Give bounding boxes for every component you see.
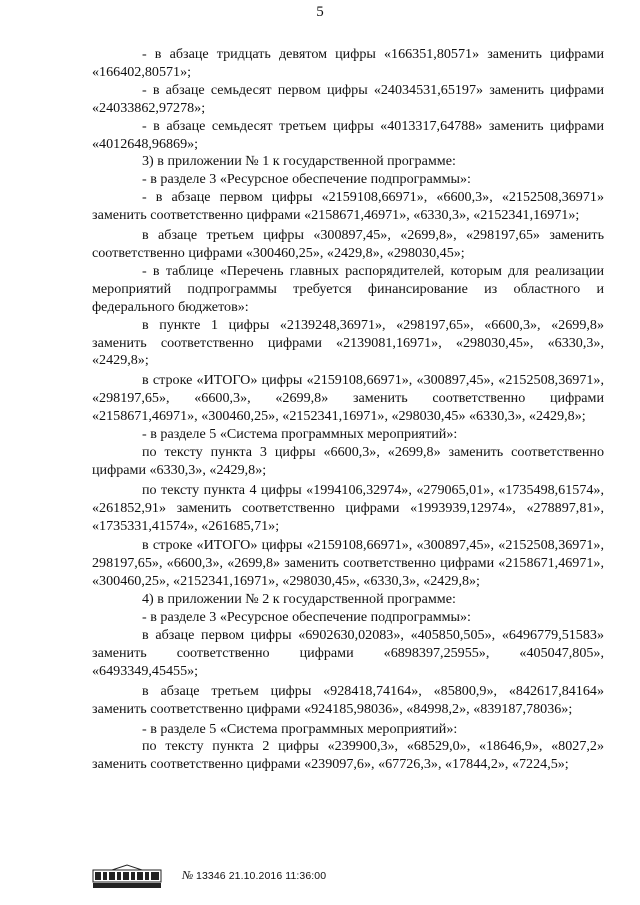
paragraph: - в таблице «Перечень главных распорядителей, которым для реализации мероприятий подпрограммы требуется финансирование из областного и федерального бюджетов»: <box>92 262 604 315</box>
registration-stamp: 13346 21.10.2016 11:36:00 <box>196 870 327 882</box>
paragraph: - в разделе 3 «Ресурсное обеспечение подпрограммы»: <box>142 609 471 626</box>
registration-number-sign: № <box>182 868 194 882</box>
paragraph: 4) в приложении № 2 к государственной программе: <box>142 591 456 608</box>
paragraph: - в абзаце семьдесят третьем цифры «4013317,64788» заменить цифрами «4012648,96869»; <box>92 117 604 152</box>
paragraph: в строке «ИТОГО» цифры «2159108,66971», «300897,45», «2152508,36971», 298197,65», «6600,3», «2699,8» заменить соответственно цифрами «2158671,46971», «300460,25», «2152341,16971», «298030,45», «6330,3», «2429,8»; <box>92 537 604 590</box>
registry-logo-icon <box>92 864 162 890</box>
paragraph: в абзаце третьем цифры «928418,74164», «85800,9», «842617,84164» заменить соответственно цифрами «924185,98036», «84998,2», «839187,78036»; <box>92 682 604 717</box>
paragraph: в абзаце первом цифры «6902630,02083», «405850,505», «6496779,51583» заменить соответственно цифрами «6898397,25955», «405047,805», «6493349,45455»; <box>92 627 604 679</box>
paragraph: в абзаце третьем цифры «300897,45», «2699,8», «298197,65» заменить соответственно цифрами «300460,25», «2429,8», «298030,45»; <box>92 227 604 261</box>
document-footer <box>92 864 612 892</box>
paragraph: по тексту пункта 3 цифры «6600,3», «2699,8» заменить соответственно цифрами «6330,3», «2429,8»; <box>92 443 604 478</box>
paragraph: - в абзаце семьдесят первом цифры «24034531,65197» заменить цифрами «24033862,97278»; <box>92 81 604 116</box>
document-body <box>92 46 604 774</box>
paragraph: - в разделе 5 «Система программных мероприятий»: <box>142 720 458 737</box>
paragraph: по тексту пункта 4 цифры «1994106,32974», «279065,01», «1735498,61574», «261852,91» заменить соответственно цифрами «1993939,12974», «278897,81», «1735331,41574», «261685,71»; <box>92 481 604 534</box>
paragraph: 3) в приложении № 1 к государственной программе: <box>142 153 456 170</box>
paragraph: - в разделе 3 «Ресурсное обеспечение подпрограммы»: <box>142 171 471 188</box>
paragraph: - в абзаце первом цифры «2159108,66971», «6600,3», «2152508,36971» заменить соответственно цифрами «2158671,46971», «6330,3», «2152341,16971»; <box>92 189 604 224</box>
page-number: 5 <box>316 4 324 20</box>
paragraph: - в разделе 5 «Система программных мероприятий»: <box>142 426 458 443</box>
paragraph: - в абзаце тридцать девятом цифры «166351,80571» заменить цифрами «166402,80571»; <box>92 46 604 80</box>
paragraph: в пункте 1 цифры «2139248,36971», «298197,65», «6600,3», «2699,8» заменить соответственно цифрами «2139081,16971», «298030,45», «6330,3», «2429,8»; <box>92 316 604 369</box>
paragraph: по тексту пункта 2 цифры «239900,3», «68529,0», «18646,9», «8027,2» заменить соответственно цифрами «239097,6», «67726,3», «17844,2», «7224,5»; <box>92 738 604 773</box>
paragraph: в строке «ИТОГО» цифры «2159108,66971», «300897,45», «2152508,36971», «298197,65», «6600,3», «2699,8» заменить соответственно цифрами «2158671,46971», «300460,25», «2152341,16971», «298030,45» «6330,3», «2429,8»; <box>92 372 604 425</box>
